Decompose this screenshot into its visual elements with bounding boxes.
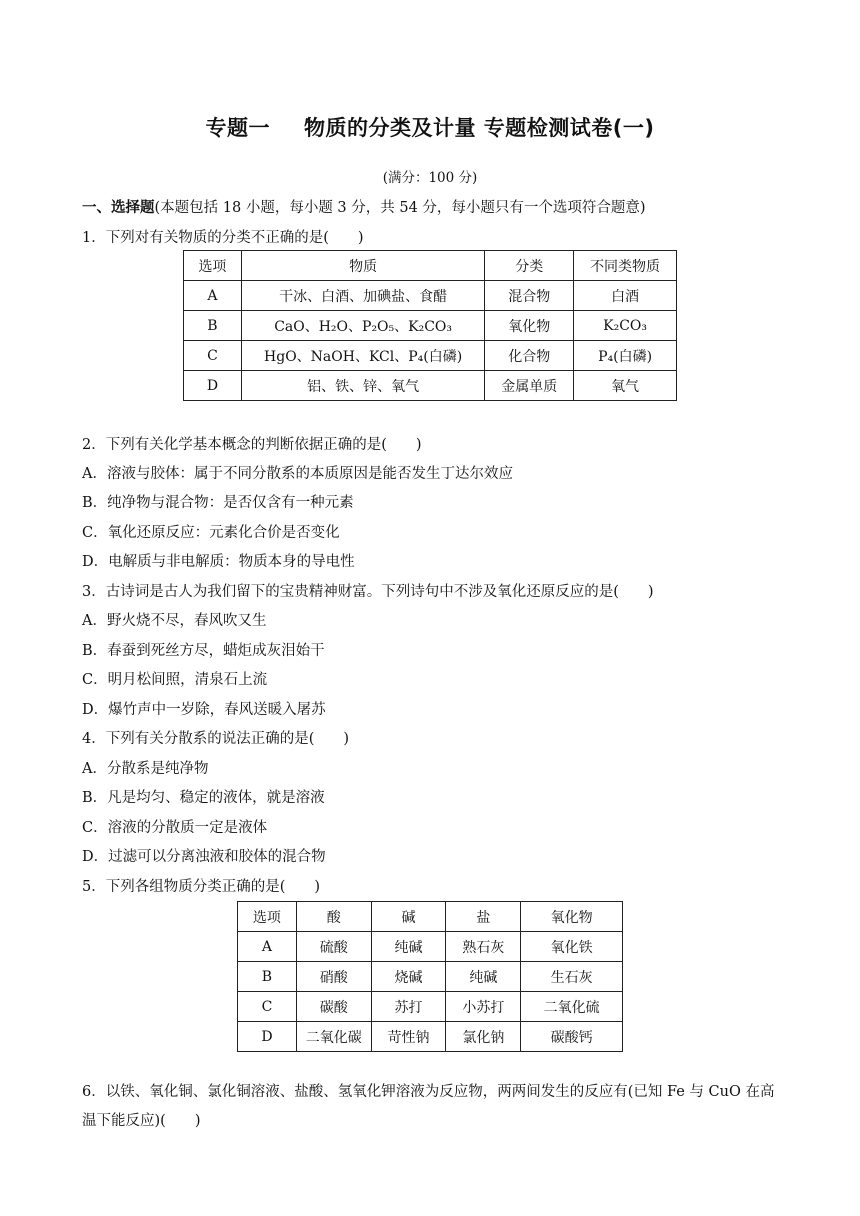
table-header-cell: 选项 [184, 251, 242, 281]
table-cell: HgO、NaOH、KCl、P₄(白磷) [241, 341, 484, 371]
q4-option-c: C．溶液的分散质一定是液体 [82, 820, 268, 836]
table-row [238, 932, 623, 962]
q3-option-c: C．明月松间照，清泉石上流 [82, 672, 268, 688]
q2-option-c: C．氧化还原反应：元素化合价是否变化 [82, 525, 340, 541]
q5-table [237, 901, 623, 1052]
table-cell: A [238, 932, 297, 962]
table-cell: 纯碱 [371, 932, 446, 962]
table-cell: 苛性钠 [371, 1022, 446, 1052]
table-cell: 氯化钠 [446, 1022, 521, 1052]
table-cell: 混合物 [485, 281, 574, 311]
section-heading [82, 196, 646, 217]
table-header-cell: 不同类物质 [574, 251, 677, 281]
q6-stem: 6．以铁、氧化铜、氯化铜溶液、盐酸、氢氧化钾溶液为反应物，两两间发生的反应有(已知 Fe 与 CuO 在高温下能反应)( ) [82, 1084, 775, 1129]
q1-table-header [184, 251, 677, 281]
table-cell: 碳酸 [296, 992, 371, 1022]
table-cell: A [184, 281, 242, 311]
table-row [184, 341, 677, 371]
table-row [238, 1022, 623, 1052]
table-cell: 铝、铁、锌、氧气 [241, 371, 484, 401]
table-header-cell: 分类 [485, 251, 574, 281]
table-cell: D [184, 371, 242, 401]
q1-stem: 1．下列对有关物质的分类不正确的是( ) [82, 230, 364, 246]
table-cell: K₂CO₃ [574, 311, 677, 341]
table-header-cell: 选项 [238, 902, 297, 932]
table-cell: B [238, 962, 297, 992]
table-row [238, 962, 623, 992]
table-cell: 金属单质 [485, 371, 574, 401]
q2-option-a: A．溶液与胶体：属于不同分散系的本质原因是能否发生丁达尔效应 [82, 466, 513, 482]
table-header-cell: 物质 [241, 251, 484, 281]
q4-stem: 4．下列有关分散系的说法正确的是( ) [82, 731, 350, 747]
q5-stem: 5．下列各组物质分类正确的是( ) [82, 879, 321, 895]
table-cell: P₄(白磷) [574, 341, 677, 371]
table-row [184, 281, 677, 311]
table-cell: B [184, 311, 242, 341]
table-cell: CaO、H₂O、P₂O₅、K₂CO₃ [241, 311, 484, 341]
table-cell: 干冰、白酒、加碘盐、食醋 [241, 281, 484, 311]
table-header-cell: 盐 [446, 902, 521, 932]
table-cell: 硝酸 [296, 962, 371, 992]
table-cell: 白酒 [574, 281, 677, 311]
table-cell: 二氧化碳 [296, 1022, 371, 1052]
table-cell: D [238, 1022, 297, 1052]
table-cell: 烧碱 [371, 962, 446, 992]
q2-option-b: B．纯净物与混合物：是否仅含有一种元素 [82, 495, 354, 511]
table-cell: 苏打 [371, 992, 446, 1022]
table-cell: 硫酸 [296, 932, 371, 962]
q1-table [183, 250, 677, 401]
title-subject: 物质的分类及计量 专题检测试卷(一) [303, 116, 655, 140]
q5-table-header [238, 902, 623, 932]
table-cell: 碳酸钙 [521, 1022, 623, 1052]
q3-stem: 3．古诗词是古人为我们留下的宝贵精神财富。下列诗句中不涉及氧化还原反应的是( ) [82, 584, 654, 600]
q2-option-d: D．电解质与非电解质：物质本身的导电性 [82, 554, 355, 570]
table-cell: 二氧化硫 [521, 992, 623, 1022]
table-cell: 氧化铁 [521, 932, 623, 962]
section-label: 一、选择题 [82, 200, 155, 216]
q3-option-a: A．野火烧不尽，春风吹又生 [82, 613, 267, 629]
page-title [0, 112, 860, 142]
table-cell: 小苏打 [446, 992, 521, 1022]
q3-option-d: D．爆竹声中一岁除，春风送暖入屠苏 [82, 702, 326, 718]
q3-option-b: B．春蚕到死丝方尽，蜡炬成灰泪始干 [82, 643, 325, 659]
section-note: (本题包括 18 小题，每小题 3 分，共 54 分，每小题只有一个选项符合题意) [154, 200, 646, 216]
table-header-cell: 酸 [296, 902, 371, 932]
q2-stem: 2．下列有关化学基本概念的判断依据正确的是( ) [82, 437, 422, 453]
table-cell: 化合物 [485, 341, 574, 371]
table-cell: 纯碱 [446, 962, 521, 992]
table-header-cell: 氧化物 [521, 902, 623, 932]
table-cell: 氧气 [574, 371, 677, 401]
table-header-cell: 碱 [371, 902, 446, 932]
title-topic: 专题一 [205, 116, 270, 140]
full-score: (满分：100 分) [382, 170, 478, 186]
q4-option-b: B．凡是均匀、稳定的液体，就是溶液 [82, 790, 325, 806]
table-row [238, 992, 623, 1022]
table-row [184, 311, 677, 341]
table-cell: C [238, 992, 297, 1022]
table-row [184, 371, 677, 401]
table-cell: C [184, 341, 242, 371]
table-cell: 熟石灰 [446, 932, 521, 962]
table-cell: 氧化物 [485, 311, 574, 341]
q4-option-d: D．过滤可以分离浊液和胶体的混合物 [82, 849, 326, 865]
q4-option-a: A．分散系是纯净物 [82, 761, 209, 777]
table-cell: 生石灰 [521, 962, 623, 992]
